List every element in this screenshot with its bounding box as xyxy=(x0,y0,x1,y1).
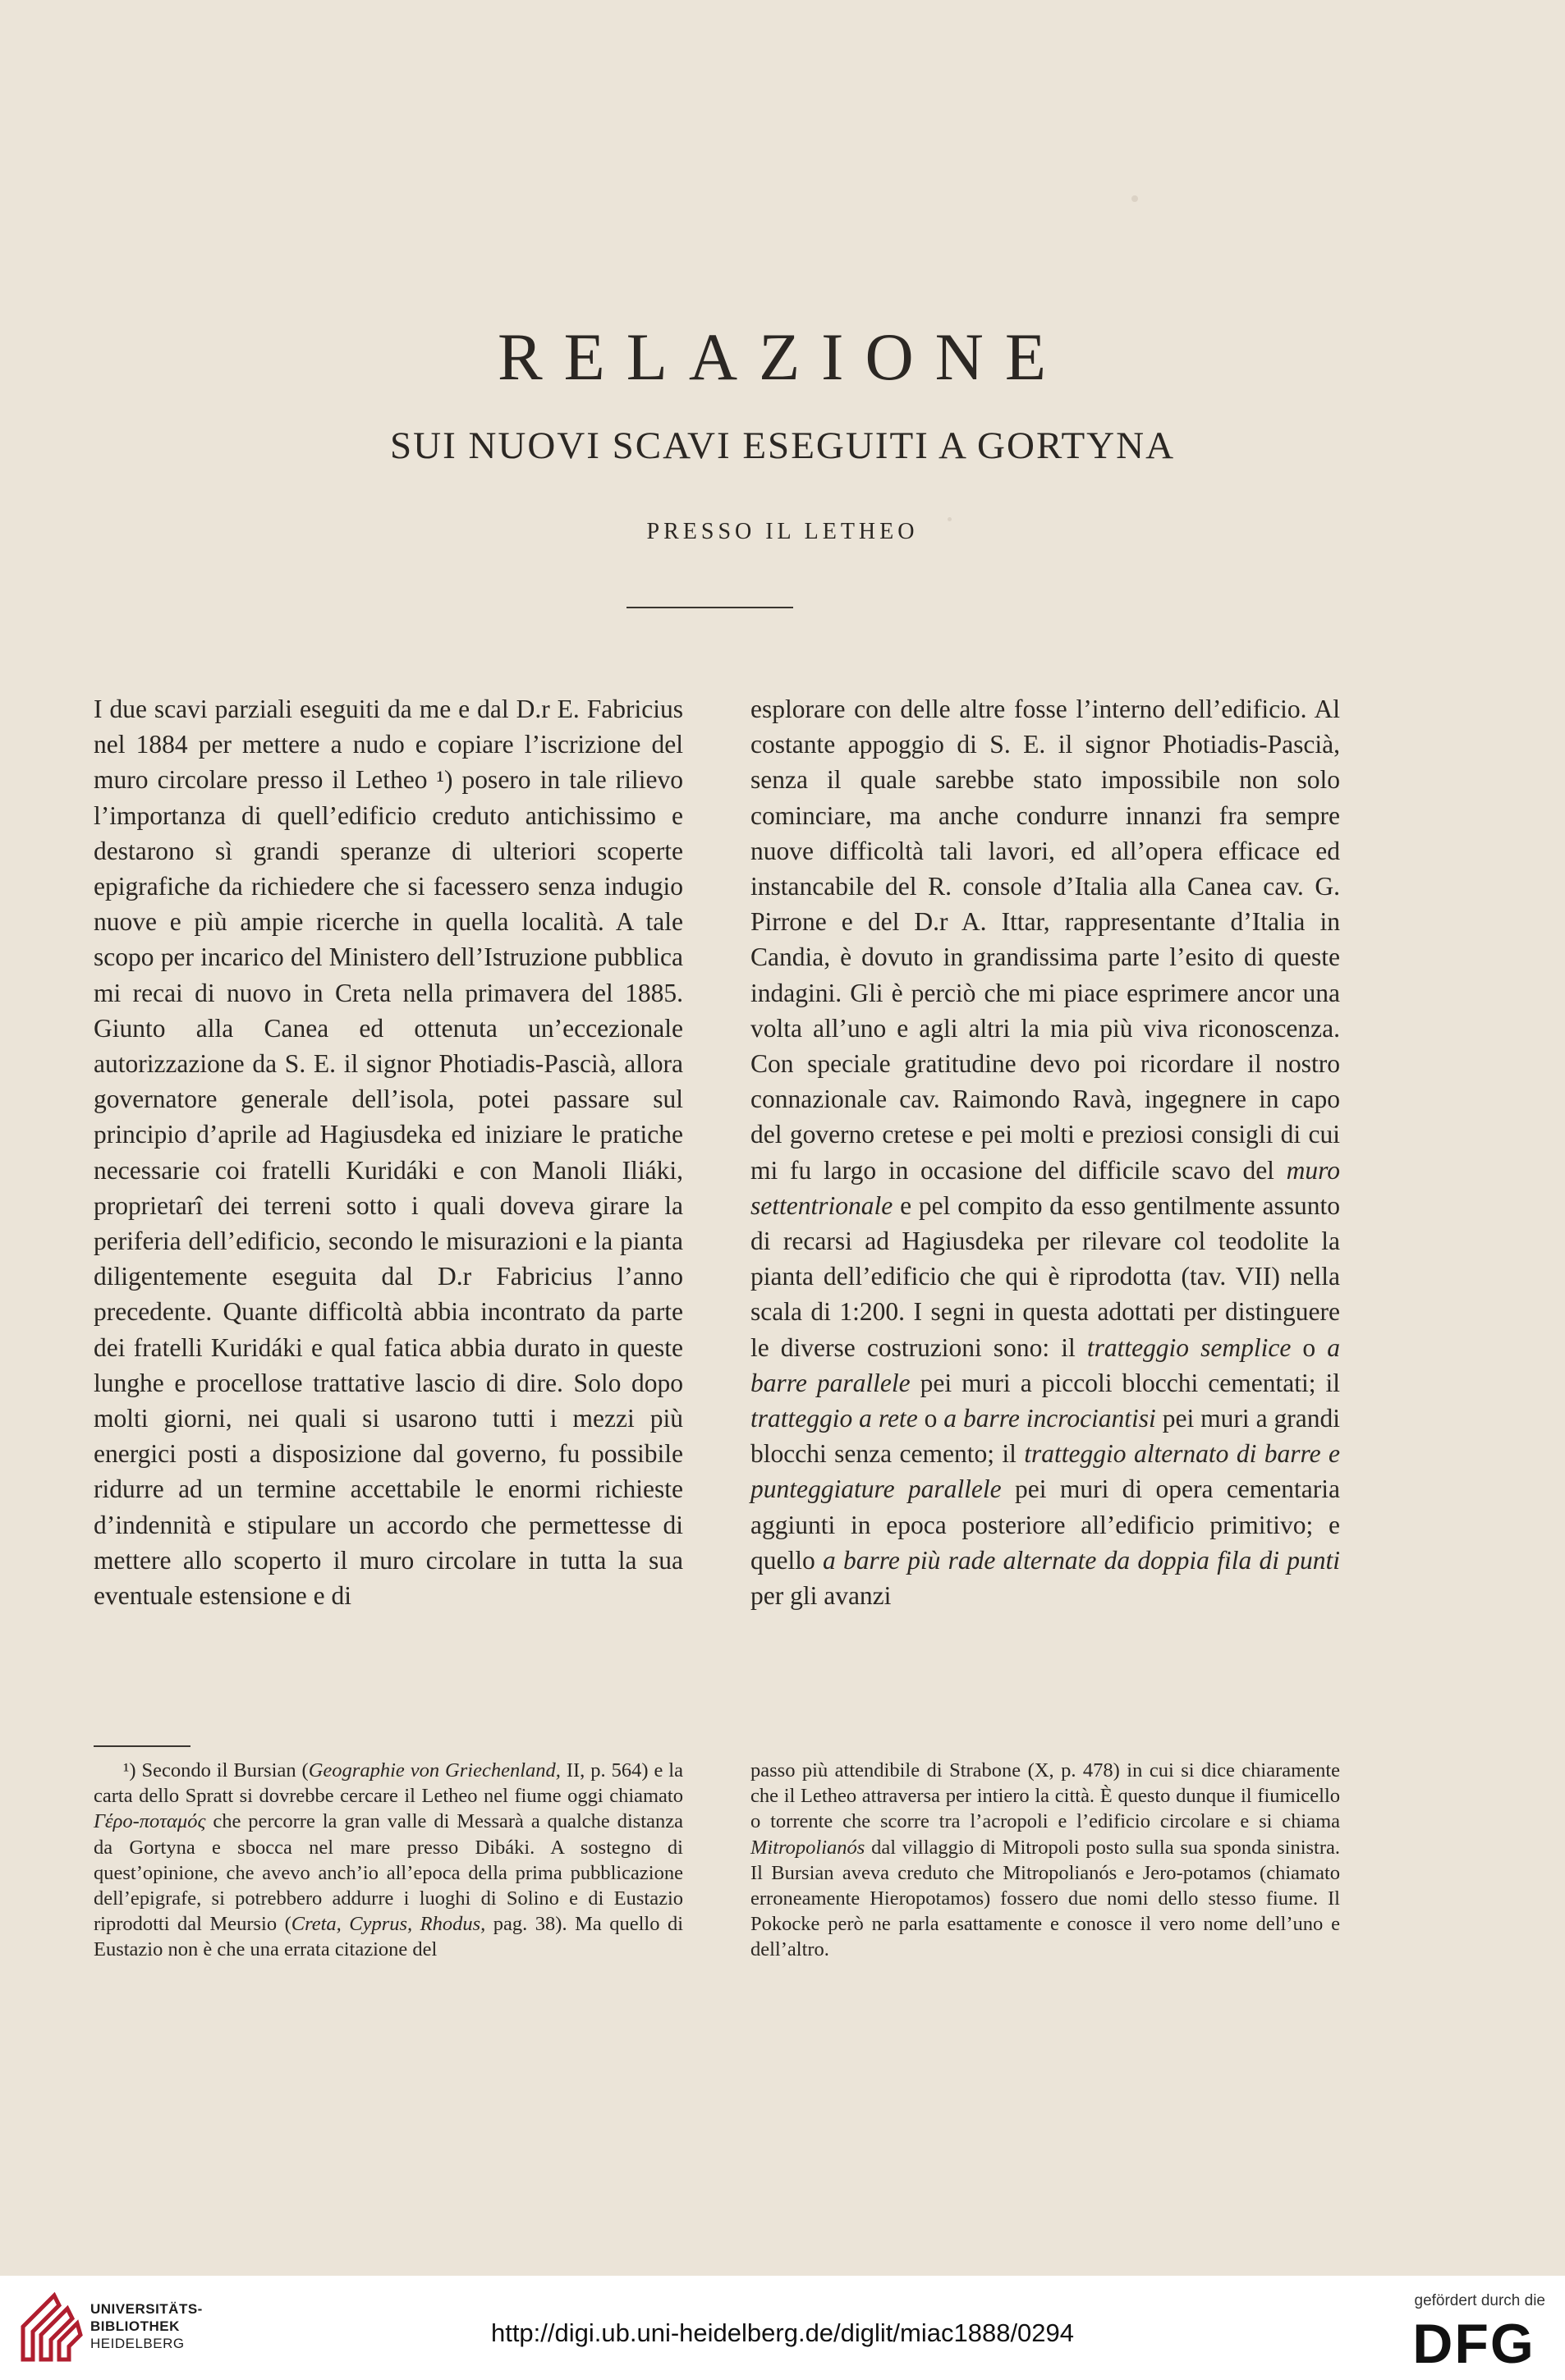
library-name-line: HEIDELBERG xyxy=(90,2336,185,2351)
library-name-line: UNIVERSITÄTS- xyxy=(90,2301,203,2317)
funded-by-label: gefördert durch die xyxy=(1414,2292,1545,2309)
page-subsubtitle: PRESSO IL LETHEO xyxy=(646,519,919,544)
page-subtitle: SUI NUOVI SCAVI ESEGUITI A GORTYNA xyxy=(389,424,1176,467)
body-column-left xyxy=(94,691,683,1613)
footnote-divider xyxy=(94,1745,190,1747)
footnote-right xyxy=(750,1758,1340,1963)
digitization-footer xyxy=(0,2276,1565,2380)
footnote-left xyxy=(94,1758,683,1963)
footnote-text: passo più attendibile di Strabone (X, p. 478) in cui si dice chiaramente che il Letheo attraversa per intiero la città. È questo dunque il fiumicello o torrente che scorre tra l’acropoli e l’edificio circolare e si chiama Mitropolianós dal villaggio di Mitropoli posto sulla sua sponda sinistra. Il Bursian aveva creduto che Mitropolianós e Jero-potamos (chiamato erroneamente Hieropotamos) fossero due nomi dello stesso fiume. Il Pokocke però ne parla esattamente e conosce il vero nome dell’uno e dell’altro. xyxy=(750,1759,1340,1961)
title-divider xyxy=(626,607,793,608)
svg-text:DFG: DFG xyxy=(1412,2318,1535,2369)
paper-speck xyxy=(1131,195,1138,202)
body-column-right xyxy=(750,691,1340,1613)
library-name-line: BIBLIOTHEK xyxy=(90,2318,180,2334)
body-paragraph: I due scavi parziali eseguiti da me e dal D.r E. Fabricius nel 1884 per mettere a nudo e copiare l’iscrizione del muro circolare presso il Letheo ¹) posero in tale rilievo l’importanza di quell’edificio creduto antichissimo e destarono sì grandi speranze di ulteriori scoperte epigrafiche da richiedere che si facessero senza indugio nuove e più ampie ricerche in quella località. A tale scopo per incarico del Ministero dell’Istruzione pubblica mi recai di nuovo in Creta nella primavera del 1885. Giunto alla Canea ed ottenuta un’eccezionale autorizzazione da S. E. il signor Photiadis-Pascià, allora governatore generale dell’isola, potei passare sul principio d’aprile ad Hagiusdeka ed iniziare le pratiche necessarie coi fratelli Kuridáki e con Manoli Iliáki, proprietarî dei terreni sotto i quali doveva girare la periferia dell’edificio, secondo le misurazioni e la pianta diligentemente eseguita dal D.r Fabricius l’anno precedente. Quante difficoltà abbia incontrato da parte dei fratelli Kuridáki e qual fatica abbia durato in queste lunghe e procellose trattative lascio di dire. Solo dopo molti giorni, nei quali si usarono tutti i mezzi più energici posti a disposizione dal governo, fu possibile ridurre ad un termine accettabile le enormi richieste d’indennità e stipulare un accordo che permettesse di mettere allo scoperto il muro circolare in tutta la sua eventuale estensione e di xyxy=(94,695,683,1611)
dfg-logo-icon[interactable] xyxy=(1401,2318,1547,2369)
page-title: RELAZIONE xyxy=(497,319,1067,394)
footnote-text: ¹) Secondo il Bursian (Geographie von Griechenland, II, p. 564) e la carta dello Spratt si dovrebbe cercare il Letheo nel fiume oggi chiamato Γέρο-ποταμός che percorre la gran valle di Messarà a qualche distanza da Gortyna e sbocca nel mare presso Dibáki. A sostegno di quest’opinione, che avevo anch’io all’epoca della prima pubblicazione dell’epigrafe, si potrebbero addurre i luoghi di Solino e di Eustazio riprodotti dal Meursio (Creta, Cyprus, Rhodus, pag. 38). Ma quello di Eustazio non è che una errata citazione del xyxy=(94,1759,683,1961)
permalink-url[interactable]: http://digi.ub.uni-heidelberg.de/diglit/miac1888/0294 xyxy=(490,2318,1075,2347)
body-paragraph: esplorare con delle altre fosse l’interno dell’edificio. Al costante appoggio di S. E. il signor Photiadis-Pascià, senza il quale sarebbe stato impossibile non solo cominciare, ma anche condurre innanzi fra sempre nuove difficoltà tali lavori, ed all’opera efficace ed instancabile del R. console d’Italia alla Canea cav. G. Pirrone e del D.r A. Ittar, rappresentante d’Italia in Candia, è dovuto in grandissima parte l’esito di queste indagini. Gli è perciò che mi piace esprimere ancor una volta all’uno e agli altri la mia più viva riconoscenza. Con speciale gratitudine devo poi ricordare il nostro connazionale cav. Raimondo Ravà, ingegnere in capo del governo cretese e pei molti e preziosi consigli di cui mi fu largo in occasione del difficile scavo del muro settentrionale e pel compito da esso gentilmente assunto di recarsi ad Hagiusdeka per rilevare col teodolite la pianta dell’edificio che qui è riprodotta (tav. VII) nella scala di 1:200. I segni in questa adottati per distinguere le diverse costruzioni sono: il tratteggio semplice o a barre parallele pei muri a piccoli blocchi cementati; il tratteggio a rete o a barre incrociantisi pei muri a grandi blocchi senza cemento; il tratteggio alternato di barre e punteggiature parallele pei muri di opera cementaria aggiunti in epoca posteriore all’edificio primitivo; e quello a barre più rade alternate da doppia fila di punti per gli avanzi xyxy=(750,695,1341,1611)
